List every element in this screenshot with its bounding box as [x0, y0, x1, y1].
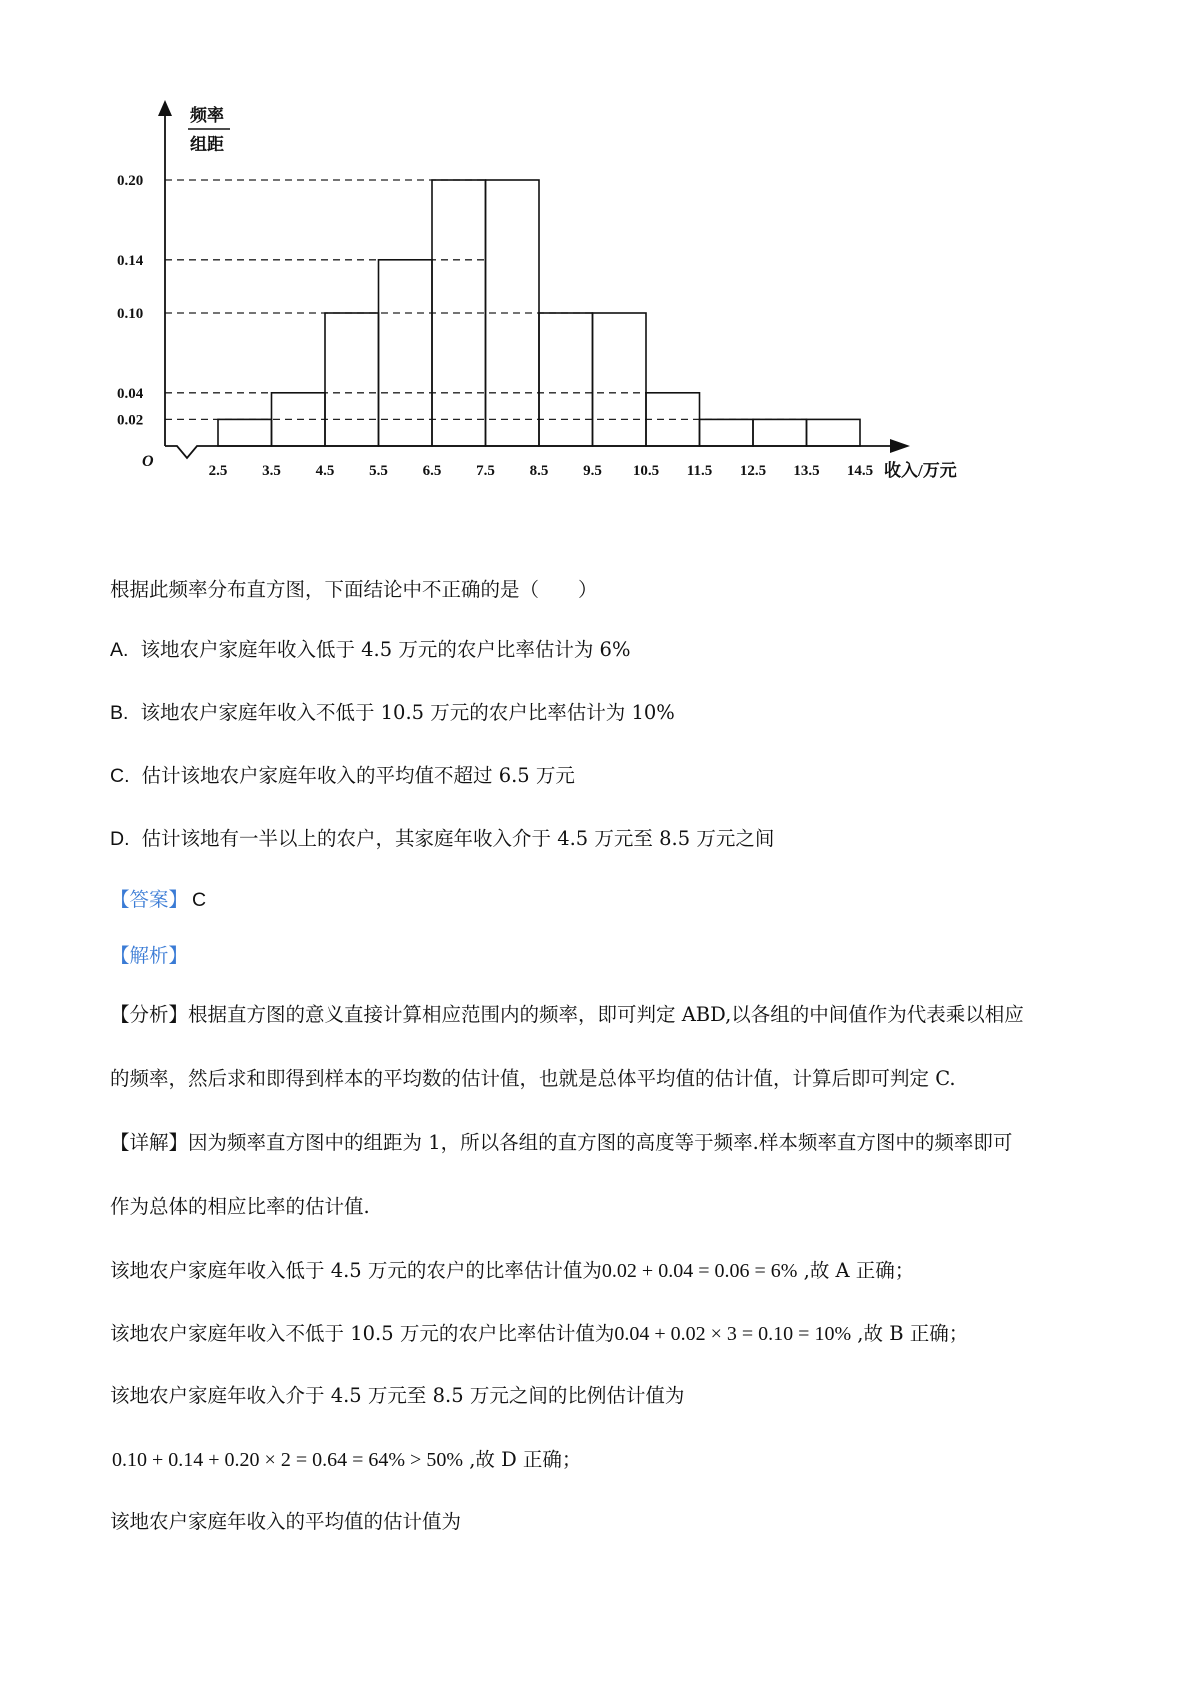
y-tick-label: 0.04: [117, 385, 144, 402]
solution-line-b: [110, 1320, 968, 1348]
x-tick-label: 10.5: [632, 463, 660, 479]
solution-line-a: [110, 1257, 914, 1285]
solution-a-text: 该地农户家庭年收入低于 4.5 万元的农户的比率估计值为: [110, 1259, 602, 1282]
fenxi-line-2: 的频率，然后求和即得到样本的平均数的估计值，也就是总体平均值的估计值，计算后即可判定 C.: [110, 1067, 956, 1090]
histogram-bar: [325, 313, 379, 446]
y-axis-label-numerator: 频率: [190, 106, 224, 125]
histogram-bar: [700, 419, 754, 446]
question-text: 根据此频率分布直方图，下面结论中不正确的是（ ）: [110, 578, 598, 601]
x-tick-label: 13.5: [793, 463, 820, 479]
solution-line-d-intro: 该地农户家庭年收入介于 4.5 万元至 8.5 万元之间的比例估计值为: [110, 1384, 685, 1407]
solution-d-tail: ,故 D 正确；: [463, 1448, 582, 1471]
solution-a-math: 0.02 + 0.04 = 0.06 = 6%: [601, 1260, 798, 1282]
option-c: [110, 762, 575, 790]
answer-line: [110, 886, 206, 914]
y-tick-label: 0.20: [117, 173, 144, 189]
y-axis-label-denominator: 组距: [190, 135, 224, 154]
x-tick-label: 9.5: [583, 463, 602, 479]
xiangjie-text-1: 因为频率直方图中的组距为 1，所以各组的直方图的高度等于频率.样本频率直方图中的频率即可: [188, 1131, 1013, 1154]
histogram-bar: [753, 419, 807, 446]
solution-b-text: 该地农户家庭年收入不低于 10.5 万元的农户比率估计值为: [110, 1322, 615, 1345]
fenxi-tag: 【分析】: [110, 1003, 189, 1026]
x-tick-label: 3.5: [262, 463, 281, 479]
x-tick-label: 8.5: [529, 463, 549, 479]
analysis-tag: 【解析】: [110, 944, 189, 967]
solution-line-d-math: [112, 1446, 581, 1474]
x-tick-label: 7.5: [476, 463, 495, 479]
x-tick-label: 12.5: [739, 463, 767, 479]
y-tick-label: 0.02: [117, 412, 144, 429]
x-tick-label: 4.5: [315, 463, 335, 479]
solution-d-math: 0.10 + 0.14 + 0.20 × 2 = 0.64 = 64% > 50%: [112, 1449, 463, 1471]
x-axis-arrow: [890, 439, 910, 453]
option-a-text: 该地农户家庭年收入低于 4.5 万元的农户比率估计为 6%: [140, 638, 631, 661]
y-tick-label: 0.10: [117, 306, 144, 322]
answer-tag: 【答案】: [110, 888, 189, 911]
histogram-bar: [539, 313, 593, 446]
histogram-bar: [807, 419, 861, 446]
option-d-text: 估计该地有一半以上的农户，其家庭年收入介于 4.5 万元至 8.5 万元之间: [141, 827, 775, 850]
x-tick-label: 5.5: [369, 463, 388, 479]
x-tick-label: 6.5: [422, 463, 442, 479]
option-d-letter: D.: [110, 828, 130, 850]
solution-line-c-intro: 该地农户家庭年收入的平均值的估计值为: [110, 1510, 462, 1533]
option-c-letter: C.: [110, 765, 130, 787]
option-a-letter: A.: [110, 639, 129, 661]
solution-b-tail: ,故 B 正确；: [851, 1322, 969, 1345]
xiangjie-line-1: [110, 1129, 1012, 1157]
analysis-line: [110, 942, 188, 970]
option-c-text: 估计该地农户家庭年收入的平均值不超过 6.5 万元: [141, 764, 575, 787]
origin-label: O: [142, 453, 154, 470]
option-b-letter: B.: [110, 702, 129, 724]
x-tick-label: 2.5: [208, 463, 228, 479]
histogram-bar: [593, 313, 647, 446]
option-b-text: 该地农户家庭年收入不低于 10.5 万元的农户比率估计为 10%: [140, 701, 675, 724]
histogram-bar: [218, 419, 272, 446]
solution-b-math: 0.04 + 0.02 × 3 = 0.10 = 10%: [614, 1323, 852, 1345]
x-tick-label: 11.5: [686, 463, 713, 479]
fenxi-text-1: 根据直方图的意义直接计算相应范围内的频率，即可判定 ABD,以各组的中间值作为代表乘以相应: [188, 1003, 1024, 1026]
frequency-histogram: [0, 0, 1200, 520]
y-tick-label: 0.14: [117, 252, 144, 269]
xiangjie-tag: 【详解】: [110, 1131, 189, 1154]
option-a: [110, 636, 630, 664]
answer-value: C: [192, 889, 207, 911]
solution-a-tail: ,故 A 正确；: [797, 1259, 915, 1282]
xiangjie-line-2: 作为总体的相应比率的估计值.: [110, 1195, 370, 1218]
y-axis-arrow: [158, 100, 172, 116]
x-tick-label: 14.5: [846, 463, 874, 479]
histogram-bar: [379, 260, 433, 446]
option-d: [110, 825, 774, 853]
fenxi-line-1: [110, 1001, 1024, 1029]
option-b: [110, 699, 675, 727]
x-axis-label: 收入/万元: [884, 461, 957, 480]
x-axis: [165, 446, 892, 458]
